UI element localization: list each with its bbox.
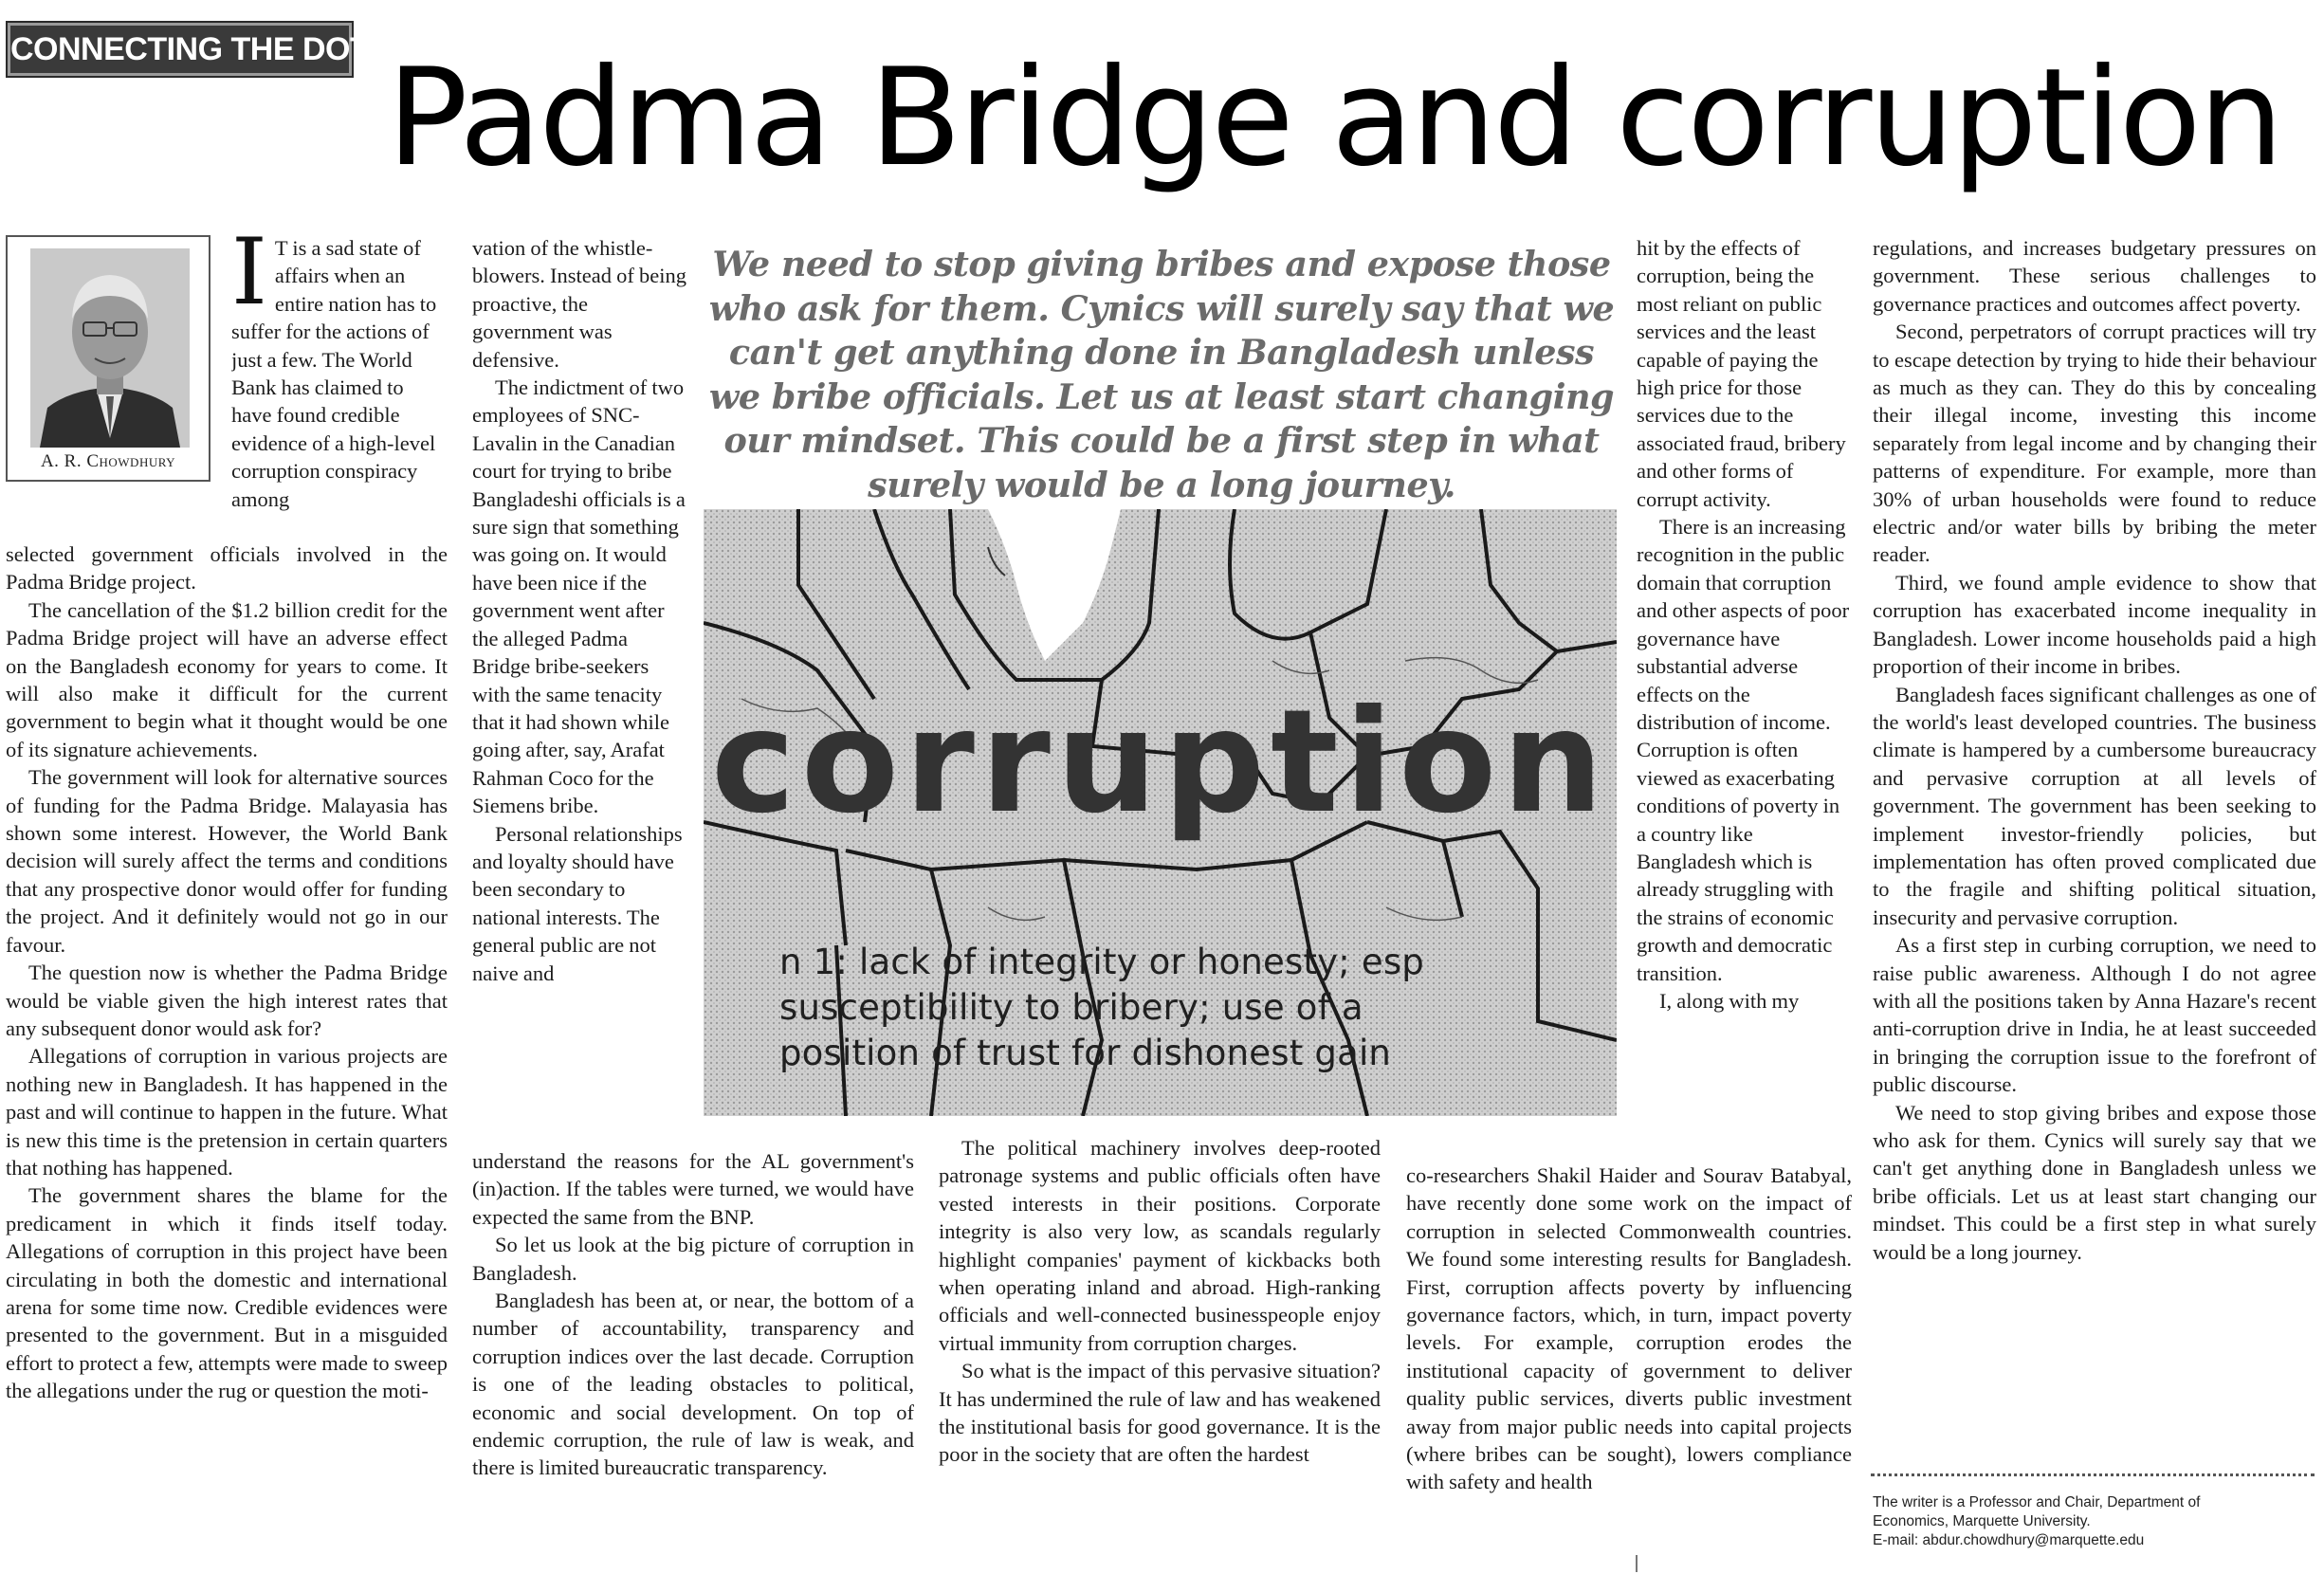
map-headline-word: corruption (710, 680, 1610, 845)
author-note (1873, 1493, 2318, 1550)
author-byline: A. R. Chowdhury (40, 451, 176, 471)
pull-quote: We need to stop giving bribes and expose those who ask for them. Cynics will surely say that we can't get anything done in Bangladesh unless we bribe officials. Let us at least start changing our mindset. This could be a first step in what surely would be a long journey. (708, 244, 1615, 505)
paragraph: Allegations of corruption in various projects are nothing new in Bangladesh. It has happened in the past and will continue to happen in the future. What is new this time is the pretension in certain quarters that nothing has happened. (6, 1044, 448, 1180)
paragraph: regulations, and increases budgetary pressures on government. These serious challenges to governance practices and outcomes affect poverty. (1873, 236, 2316, 316)
paragraph: The cancellation of the $1.2 billion credit for the Padma Bridge project will have an adverse effect on the Bangladesh economy for years to come. It will also make it difficult for the current government to begin what it thought would be one of its signature achievements. (6, 597, 448, 761)
paragraph: Third, we found ample evidence to show that corruption has exacerbated income inequality in Bangladesh. Lower income households paid a high proportion of their income in bribes. (1873, 570, 2316, 679)
paragraph: hit by the effects of corruption, being the most reliant on public services and the least capable of paying the high price for those services due to the associated fraud, bribery and other forms of corrupt activity. (1637, 236, 1846, 511)
author-email: E-mail: abdur.chowdhury@marquette.edu (1873, 1532, 2145, 1548)
paragraph: I, along with my (1659, 988, 1800, 1013)
paragraph: So let us look at the big picture of corruption in Bangladesh. (472, 1233, 914, 1285)
paragraph: Second, perpetrators of corrupt practices will try to escape detection by trying to hide their behaviour as much as they can. They do this by concealing their illegal income, investing this income separately from legal income and by changing their patterns of expenditure. For example, more than 30% of urban households were found to reduce electric and/or water bills by bribing the meter reader. (1873, 320, 2316, 567)
paragraph: We need to stop giving bribes and expose those who ask for them. Cynics will surely say that we can't get anything done in Bangladesh unless we bribe officials. Let us at least start changing our mindset. This could be a first step in what surely would be a long journey. (1873, 1100, 2316, 1264)
paragraph: As a first step in curbing corruption, we need to raise public awareness. Although I do not agree with all the positions taken by Anna Hazare's recent anti-corruption drive in India, he at least succeeded in bringing the corruption issue to the forefront of public discourse. (1873, 933, 2316, 1097)
author-note-line: Economics, Marquette University. (1873, 1513, 2091, 1529)
definition-line: position of trust for dishonest gain (779, 1033, 1392, 1073)
definition-line: n 1: lack of integrity or honesty; esp (779, 942, 1424, 982)
author-note-line: The writer is a Professor and Chair, Department of (1873, 1494, 2201, 1510)
column-1 (6, 540, 448, 1566)
paragraph: vation of the whistle-blowers. Instead of being proactive, the government was defensive. (472, 236, 686, 372)
paragraph: Bangladesh has been at, or near, the bottom of a number of accountability, transparency and corruption indices over the last decade. Corruption is one of the leading obstacles to political, economic and social development. On top of endemic corruption, the rule of law is weak, and there is limited bureaucratic transparency. (472, 1289, 914, 1480)
paragraph: The government will look for alternative sources of funding for the Padma Bridge. Malayasia has shown some interest. However, the World Bank decision will surely affect the terms and conditions that any prospective donor would offer for funding the project. And it definitely would not go in our favour. (6, 765, 448, 957)
paragraph: The government shares the blame for the predicament in which it finds itself today. Allegations of corruption in this project have been circulating in both the domestic and international arena for some time now. Credible evidences were presented to the government. But in a misguided effort to protect a few, attempts were made to sweep the allegations under the rug or question the moti- (6, 1183, 448, 1403)
corruption-map-illustration (704, 509, 1617, 1116)
intro-paragraph: I T is a sad state of affairs when an entire nation has to suffer for the actions of just a few. The World Bank has claimed to have found credible evidence of a high-level corruption conspiracy among (231, 234, 437, 511)
column-2-wide (472, 1147, 914, 1568)
paragraph: selected government officials involved in the Padma Bridge project. (6, 542, 448, 595)
definition-line: susceptibility to bribery; use of a (779, 987, 1363, 1028)
paragraph: Personal relationships and loyalty should have been secondary to national interests. The general public are not naive and (472, 821, 683, 985)
dictionary-definition (779, 940, 1595, 1076)
paragraph: There is an increasing recognition in the public domain that corruption and other aspects of poor governance have substantial adverse effects on the distribution of income. Corruption is often viewed as exacerbating conditions of poverty in a country like Bangladesh which is already struggling with the strains of economic growth and democratic transition. (1637, 515, 1850, 985)
paragraph: The indictment of two employees of SNC-Lavalin in the Canadian court for trying to bribe Bangladeshi officials is a sure sign that something was going on. It would have been nice if the government went after the alleged Padma Bridge bribe-seekers with the same tenacity that it had shown while going after, say, Arafat Rahman Coco for the Siemens bribe. (472, 375, 686, 818)
column-3 (939, 1134, 1381, 1568)
column-4-wide (1406, 1162, 1852, 1569)
author-portrait-icon (30, 248, 190, 448)
column-5 (1873, 234, 2316, 1457)
section-kicker: CONNECTING THE DOTS (8, 23, 352, 76)
column-1-intro (231, 234, 446, 540)
paragraph: The question now is whether the Padma Bridge would be viable given the high interest rates that any subsequent donor would ask for? (6, 961, 448, 1040)
column-4-narrow (1637, 234, 1851, 1144)
paragraph: So what is the impact of this pervasive situation? It has undermined the rule of law and has weakened the institutional basis for good governance. It is the poor in the society that are often the hardest (939, 1359, 1381, 1467)
column-2-narrow (472, 234, 686, 1150)
paragraph: Bangladesh faces significant challenges as one of the world's least developed countries. The business climate is hampered by a cumbersome bureaucracy and pervasive corruption at all levels of government. The government has been seeking to implement investor-friendly policies, but implementation has often proved complicated due to the fragile and shifting political situation, insecurity and pervasive corruption. (1873, 682, 2316, 929)
paragraph: The political machinery involves deep-rooted patronage systems and public officials often have vested interests in their positions. Corporate integrity is also very low, as scandals regularly highlight companies' payment of kickbacks both when operating inland and abroad. High-ranking officials and well-connected businesspeople enjoy virtual immunity from corruption charges. (939, 1136, 1381, 1355)
footer-divider (1871, 1473, 2315, 1476)
author-photo-box (6, 235, 210, 482)
drop-cap: I (231, 234, 267, 325)
author-photo (30, 248, 190, 448)
headline: Padma Bridge and corruption (387, 40, 2281, 196)
paragraph: co-researchers Shakil Haider and Sourav Batabyal, have recently done some work on the impact of corruption in selected Commonwealth countries. We found some interesting results for Bangladesh. First, corruption affects poverty by influencing governance factors, which, in turn, impact poverty levels. For example, corruption erodes the institutional capacity of government to deliver quality public services, diverts public investment away from major public needs into capital projects (where bribes can be sought), lowers compliance with safety and health (1406, 1163, 1852, 1494)
gutter-mark (1636, 1555, 1638, 1572)
paragraph: understand the reasons for the AL government's (in)action. If the tables were turned, we would have expected the same from the BNP. (472, 1149, 914, 1229)
